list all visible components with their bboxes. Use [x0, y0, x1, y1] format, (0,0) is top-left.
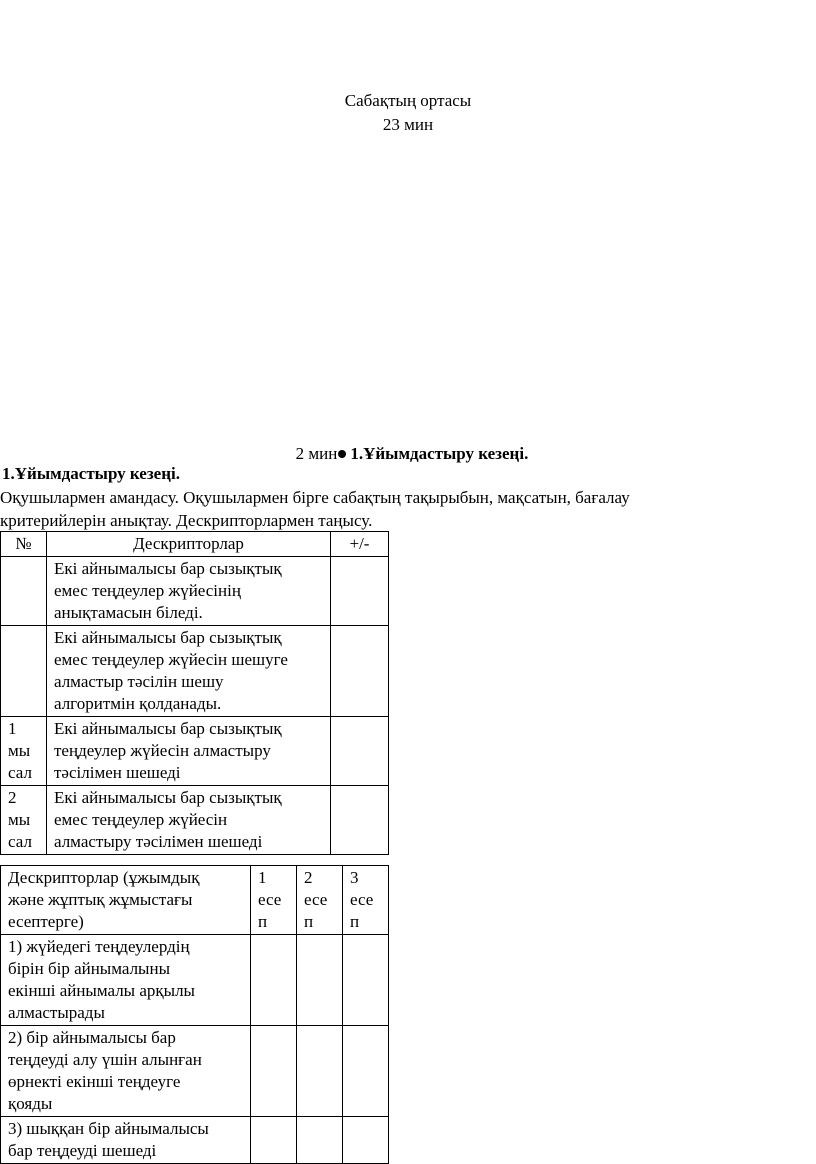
intro-paragraph-line-1: Оқушылармен амандасу. Оқушылармен бірге сабақтың тақырыбын, мақсатын, бағалау: [0, 488, 630, 507]
header-line: п: [350, 912, 360, 931]
mark-cell: [331, 717, 389, 786]
table-row: [1, 626, 389, 717]
descriptor-line: өрнекті екінші теңдеуге: [8, 1072, 181, 1091]
descriptor-line: алмастыру тәсілімен шешеді: [54, 832, 263, 851]
table-row: [1, 717, 389, 786]
stage-heading-inline: 1.Ұйымдастыру кезеңі.: [350, 444, 529, 463]
lesson-duration: 23 мин: [382, 115, 434, 134]
descriptor-line: алмастырады: [8, 1003, 105, 1022]
descriptor-line: емес теңдеулер жүйесін шешуге: [54, 650, 288, 669]
column-header-number: №: [1, 532, 47, 557]
task-3-cell: [343, 935, 389, 1026]
row-number-cell: [1, 626, 47, 717]
column-header-mark: +/-: [331, 532, 389, 557]
mark-cell: [331, 786, 389, 855]
descriptor-line: 3) шыққан бір айнымалысы: [8, 1119, 209, 1138]
descriptor-line: алмастыр тәсілін шешу: [54, 672, 224, 691]
descriptor-line: бірін бір айнымалыны: [8, 959, 170, 978]
table-row: [1, 1026, 389, 1117]
example-number-line: мы: [8, 810, 31, 829]
table-row: [1, 935, 389, 1026]
column-header-descriptors: Дескрипторлар: [47, 532, 331, 557]
descriptor-cell: [1, 935, 251, 1026]
table-row: [1, 1117, 389, 1164]
descriptor-line: емес теңдеулер жүйесін: [54, 810, 228, 829]
example-number-line: сал: [8, 763, 32, 782]
descriptor-cell: [47, 557, 331, 626]
task-1-cell: [251, 935, 297, 1026]
descriptor-line: Екі айнымалысы бар сызықтық: [54, 719, 282, 738]
mark-cell: [331, 557, 389, 626]
row-number-cell: [1, 717, 47, 786]
task-3-cell: [343, 1117, 389, 1164]
header-line: есе: [350, 890, 374, 909]
column-header-task-2: [297, 866, 343, 935]
mark-cell: [331, 626, 389, 717]
table-header-row: [1, 866, 389, 935]
header-line: 3: [350, 868, 359, 887]
descriptor-line: теңдеулер жүйесін алмастыру: [54, 741, 271, 760]
header-line: есе: [258, 890, 282, 909]
descriptor-line: 2) бір айнымалысы бар: [8, 1028, 176, 1047]
example-number-line: 2: [8, 788, 17, 807]
section-heading: 1.Ұйымдастыру кезеңі.: [2, 464, 180, 483]
column-header-descriptors: [1, 866, 251, 935]
descriptor-line: қояды: [8, 1094, 53, 1113]
table-header-row: [1, 532, 389, 557]
header-line: п: [304, 912, 314, 931]
task-1-cell: [251, 1026, 297, 1117]
bullet-dot-icon: [338, 450, 346, 458]
stage-time: 2 мин: [295, 444, 338, 463]
descriptor-line: Екі айнымалысы бар сызықтық: [54, 559, 282, 578]
descriptor-line: алгоритмін қолданады.: [54, 694, 222, 713]
descriptor-line: емес теңдеулер жүйесінің: [54, 581, 241, 600]
intro-paragraph-line-2: критерийлерін анықтау. Дескрипторлармен таңысу.: [0, 511, 373, 530]
descriptor-line: 1) жүйедегі теңдеулердің: [8, 937, 190, 956]
timing-row: [0, 443, 816, 465]
column-header-task-3: [343, 866, 389, 935]
descriptor-line: Екі айнымалысы бар сызықтық: [54, 628, 282, 647]
row-number-cell: [1, 557, 47, 626]
page-title: Сабақтың ортасы: [344, 91, 472, 110]
table-row: [1, 786, 389, 855]
task-2-cell: [297, 935, 343, 1026]
descriptor-line: Екі айнымалысы бар сызықтық: [54, 788, 282, 807]
descriptor-cell: [1, 1026, 251, 1117]
task-2-cell: [297, 1117, 343, 1164]
descriptor-cell: [47, 626, 331, 717]
example-number-line: сал: [8, 832, 32, 851]
header-line: Дескрипторлар (ұжымдық: [8, 868, 200, 887]
descriptor-cell: [1, 1117, 251, 1164]
header-line: 1: [258, 868, 267, 887]
descriptor-line: тәсілімен шешеді: [54, 763, 181, 782]
task-3-cell: [343, 1026, 389, 1117]
task-1-cell: [251, 1117, 297, 1164]
descriptor-cell: [47, 786, 331, 855]
example-number-line: 1: [8, 719, 17, 738]
descriptor-line: теңдеуді алу үшін алынған: [8, 1050, 202, 1069]
table-row: [1, 557, 389, 626]
header-line: п: [258, 912, 268, 931]
header-line: есептерге): [8, 912, 84, 931]
descriptor-line: екінші айнымалы арқылы: [8, 981, 195, 1000]
descriptor-cell: [47, 717, 331, 786]
example-number-line: мы: [8, 741, 31, 760]
descriptor-line: анықтамасын біледі.: [54, 603, 203, 622]
header-line: 2: [304, 868, 313, 887]
row-number-cell: [1, 786, 47, 855]
header-line: есе: [304, 890, 328, 909]
header-line: және жұптық жұмыстағы: [8, 890, 193, 909]
column-header-task-1: [251, 866, 297, 935]
task-2-cell: [297, 1026, 343, 1117]
descriptors-table: [0, 531, 389, 855]
descriptor-line: бар теңдеуді шешеді: [8, 1141, 157, 1160]
group-work-descriptors-table: [0, 865, 389, 1164]
